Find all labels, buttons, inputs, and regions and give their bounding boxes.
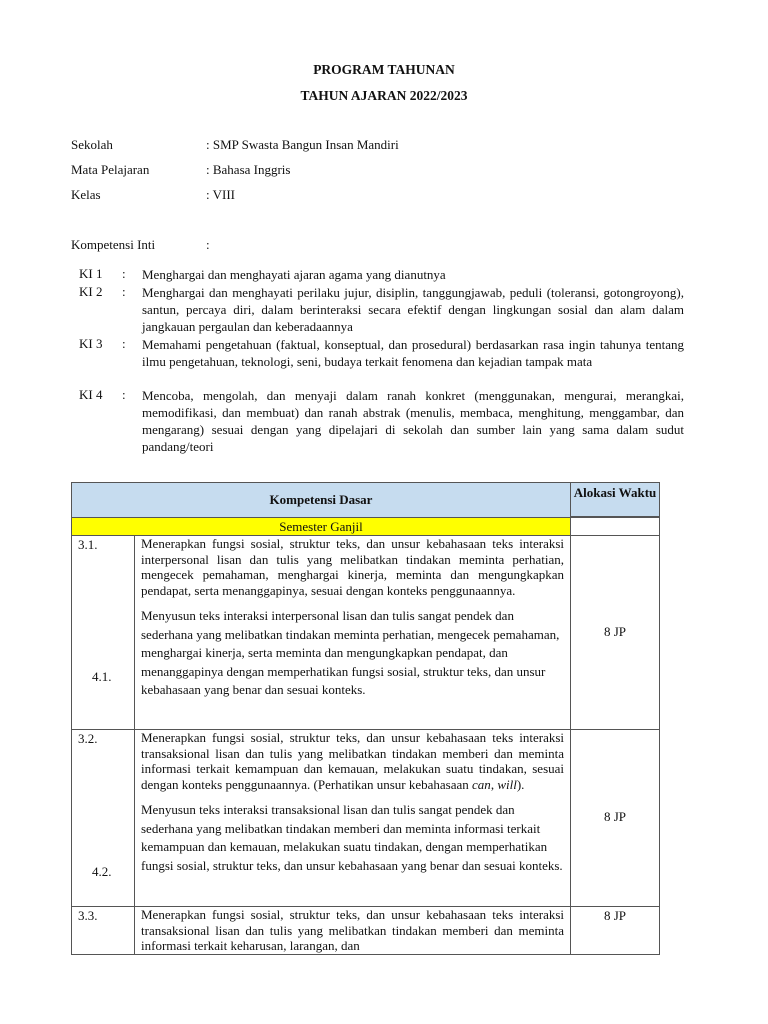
kd-number: 3.3. xyxy=(78,908,98,923)
ki-text: Memahami pengetahuan (faktual, konseptual, dan prosedural) berdasarkan rasa ingin tahunya tentang ilmu pengetahuan, teknologi, seni, budaya terkait fenomena dan kejadian tampak mata xyxy=(142,337,684,369)
alokasi-waktu-value: 8 JP xyxy=(603,908,627,923)
info-value: : VIII xyxy=(206,187,236,202)
ki-text: Menghargai dan menghayati perilaku jujur, disiplin, tanggungjawab, peduli (toleransi, gotongroyong), santun, percaya diri, dalam berinteraksi secara efektif dengan lingkungan sosial dan alam dalam jangkauan pergaulan dan keberadaannya xyxy=(142,285,684,334)
info-label: Kelas xyxy=(71,187,101,202)
kd-number-cell xyxy=(72,536,135,730)
kd-text-part: , xyxy=(490,776,498,792)
kd-knowledge-text: Menerapkan fungsi sosial, struktur teks, dan unsur kebahasaan teks interaksi interpersonal lisan dan tulis yang melibatkan tindakan meminta perhatian, mengecek pemahaman, menghargai kinerja, meminta dan mengungkapkan pendapat, serta menanggapinya, sesuai dengan konteks penggunaannya. xyxy=(141,536,565,598)
ki-colon: : xyxy=(122,284,126,299)
header-kompetensi-dasar: Kompetensi Dasar xyxy=(72,483,571,518)
kd-skill-text: Menyusun teks interaksi interpersonal lisan dan tulis sangat pendek dan sederhana yang melibatkan tindakan meminta perhatian, mengecek pemahaman, menghargai kinerja, serta meminta dan mengungkapkan pendapat, dan menanggapinya dengan memperhatikan fungsi sosial, struktur teks, dan unsur kebahasaan yang benar dan sesuai konteks. xyxy=(141,608,560,697)
jp-cell xyxy=(571,907,660,955)
kd-text-cell xyxy=(135,907,571,955)
jp-cell xyxy=(571,730,660,907)
ki-colon: : xyxy=(122,387,126,402)
ki-code: KI 2 xyxy=(79,284,103,299)
alokasi-waktu-value: 8 JP xyxy=(603,624,627,639)
page-title: PROGRAM TAHUNAN xyxy=(313,62,455,77)
ki-colon: : xyxy=(122,266,126,281)
kd-text-emphasis: will xyxy=(497,776,517,792)
info-label: Kompetensi Inti xyxy=(71,237,156,252)
kd-text-part: Menerapkan fungsi sosial, struktur teks, dan unsur kebahasaan teks interaksi transaksional lisan dan tulis yang melibatkan tindakan memberi dan meminta informasi terkait kemampuan dan kemauan, melakukan suatu tindakan, sesuai dengan konteks penggunaannya. (Perhatikan unsur kebahasaan xyxy=(141,730,565,792)
kd-number-cell xyxy=(72,907,135,955)
ki-code: KI 3 xyxy=(79,336,103,351)
page-subtitle: TAHUN AJARAN 2022/2023 xyxy=(300,88,468,103)
ki-text: Mencoba, mengolah, dan menyaji dalam ranah konkret (menggunakan, mengurai, merangkai, memodifikasi, dan membuat) dan ranah abstrak (menulis, membaca, menghitung, menggambar, dan mengarang) sesuai dengan yang dipelajari di sekolah dan sumber lain yang sama dalam sudut pandang/teori xyxy=(142,388,684,454)
ki-code: KI 1 xyxy=(79,266,103,281)
info-value: : Bahasa Inggris xyxy=(206,162,291,177)
table-header-row xyxy=(72,483,660,517)
info-label: Mata Pelajaran xyxy=(71,162,150,177)
kd-knowledge-text xyxy=(141,730,564,792)
table-row xyxy=(72,907,660,955)
table-row xyxy=(72,730,660,907)
kd-knowledge-text: Menerapkan fungsi sosial, struktur teks, dan unsur kebahasaan teks interaksi transaksional lisan dan tulis yang melibatkan tindakan memberi dan meminta informasi terkait keharusan, larangan, dan xyxy=(141,907,565,953)
ki-colon: : xyxy=(122,336,126,351)
semester-label: Semester Ganjil xyxy=(72,518,571,536)
kd-number: 4.1. xyxy=(92,669,112,684)
ki-text: Menghargai dan menghayati ajaran agama yang dianutnya xyxy=(142,267,446,282)
info-value: : xyxy=(206,237,210,252)
semester-row xyxy=(72,518,660,536)
kd-text-cell xyxy=(135,730,571,907)
kd-number: 3.1. xyxy=(78,537,98,552)
kompetensi-dasar-table xyxy=(71,482,660,955)
kd-skill-text: Menyusun teks interaksi transaksional lisan dan tulis sangat pendek dan sederhana yang melibatkan tindakan memberi dan meminta informasi terkait kemampuan dan kemauan, melakukan suatu tindakan, dengan memperhatikan fungsi sosial, struktur teks, dan unsur kebahasaan yang benar dan sesuai konteks. xyxy=(141,802,563,873)
kd-text-part: ). xyxy=(516,776,525,792)
kd-text-cell xyxy=(135,536,571,730)
kd-number: 4.2. xyxy=(92,864,112,879)
kd-number: 3.2. xyxy=(78,731,98,746)
table-row xyxy=(72,536,660,730)
ki-code: KI 4 xyxy=(79,387,103,402)
alokasi-waktu-value: 8 JP xyxy=(603,809,627,824)
kd-text-emphasis: can xyxy=(472,776,491,792)
info-value: : SMP Swasta Bangun Insan Mandiri xyxy=(206,137,399,152)
header-alokasi-waktu: Alokasi Waktu xyxy=(571,483,660,517)
jp-cell xyxy=(571,536,660,730)
semester-empty-cell xyxy=(571,518,660,536)
info-label: Sekolah xyxy=(71,137,113,152)
kd-number-cell xyxy=(72,730,135,907)
